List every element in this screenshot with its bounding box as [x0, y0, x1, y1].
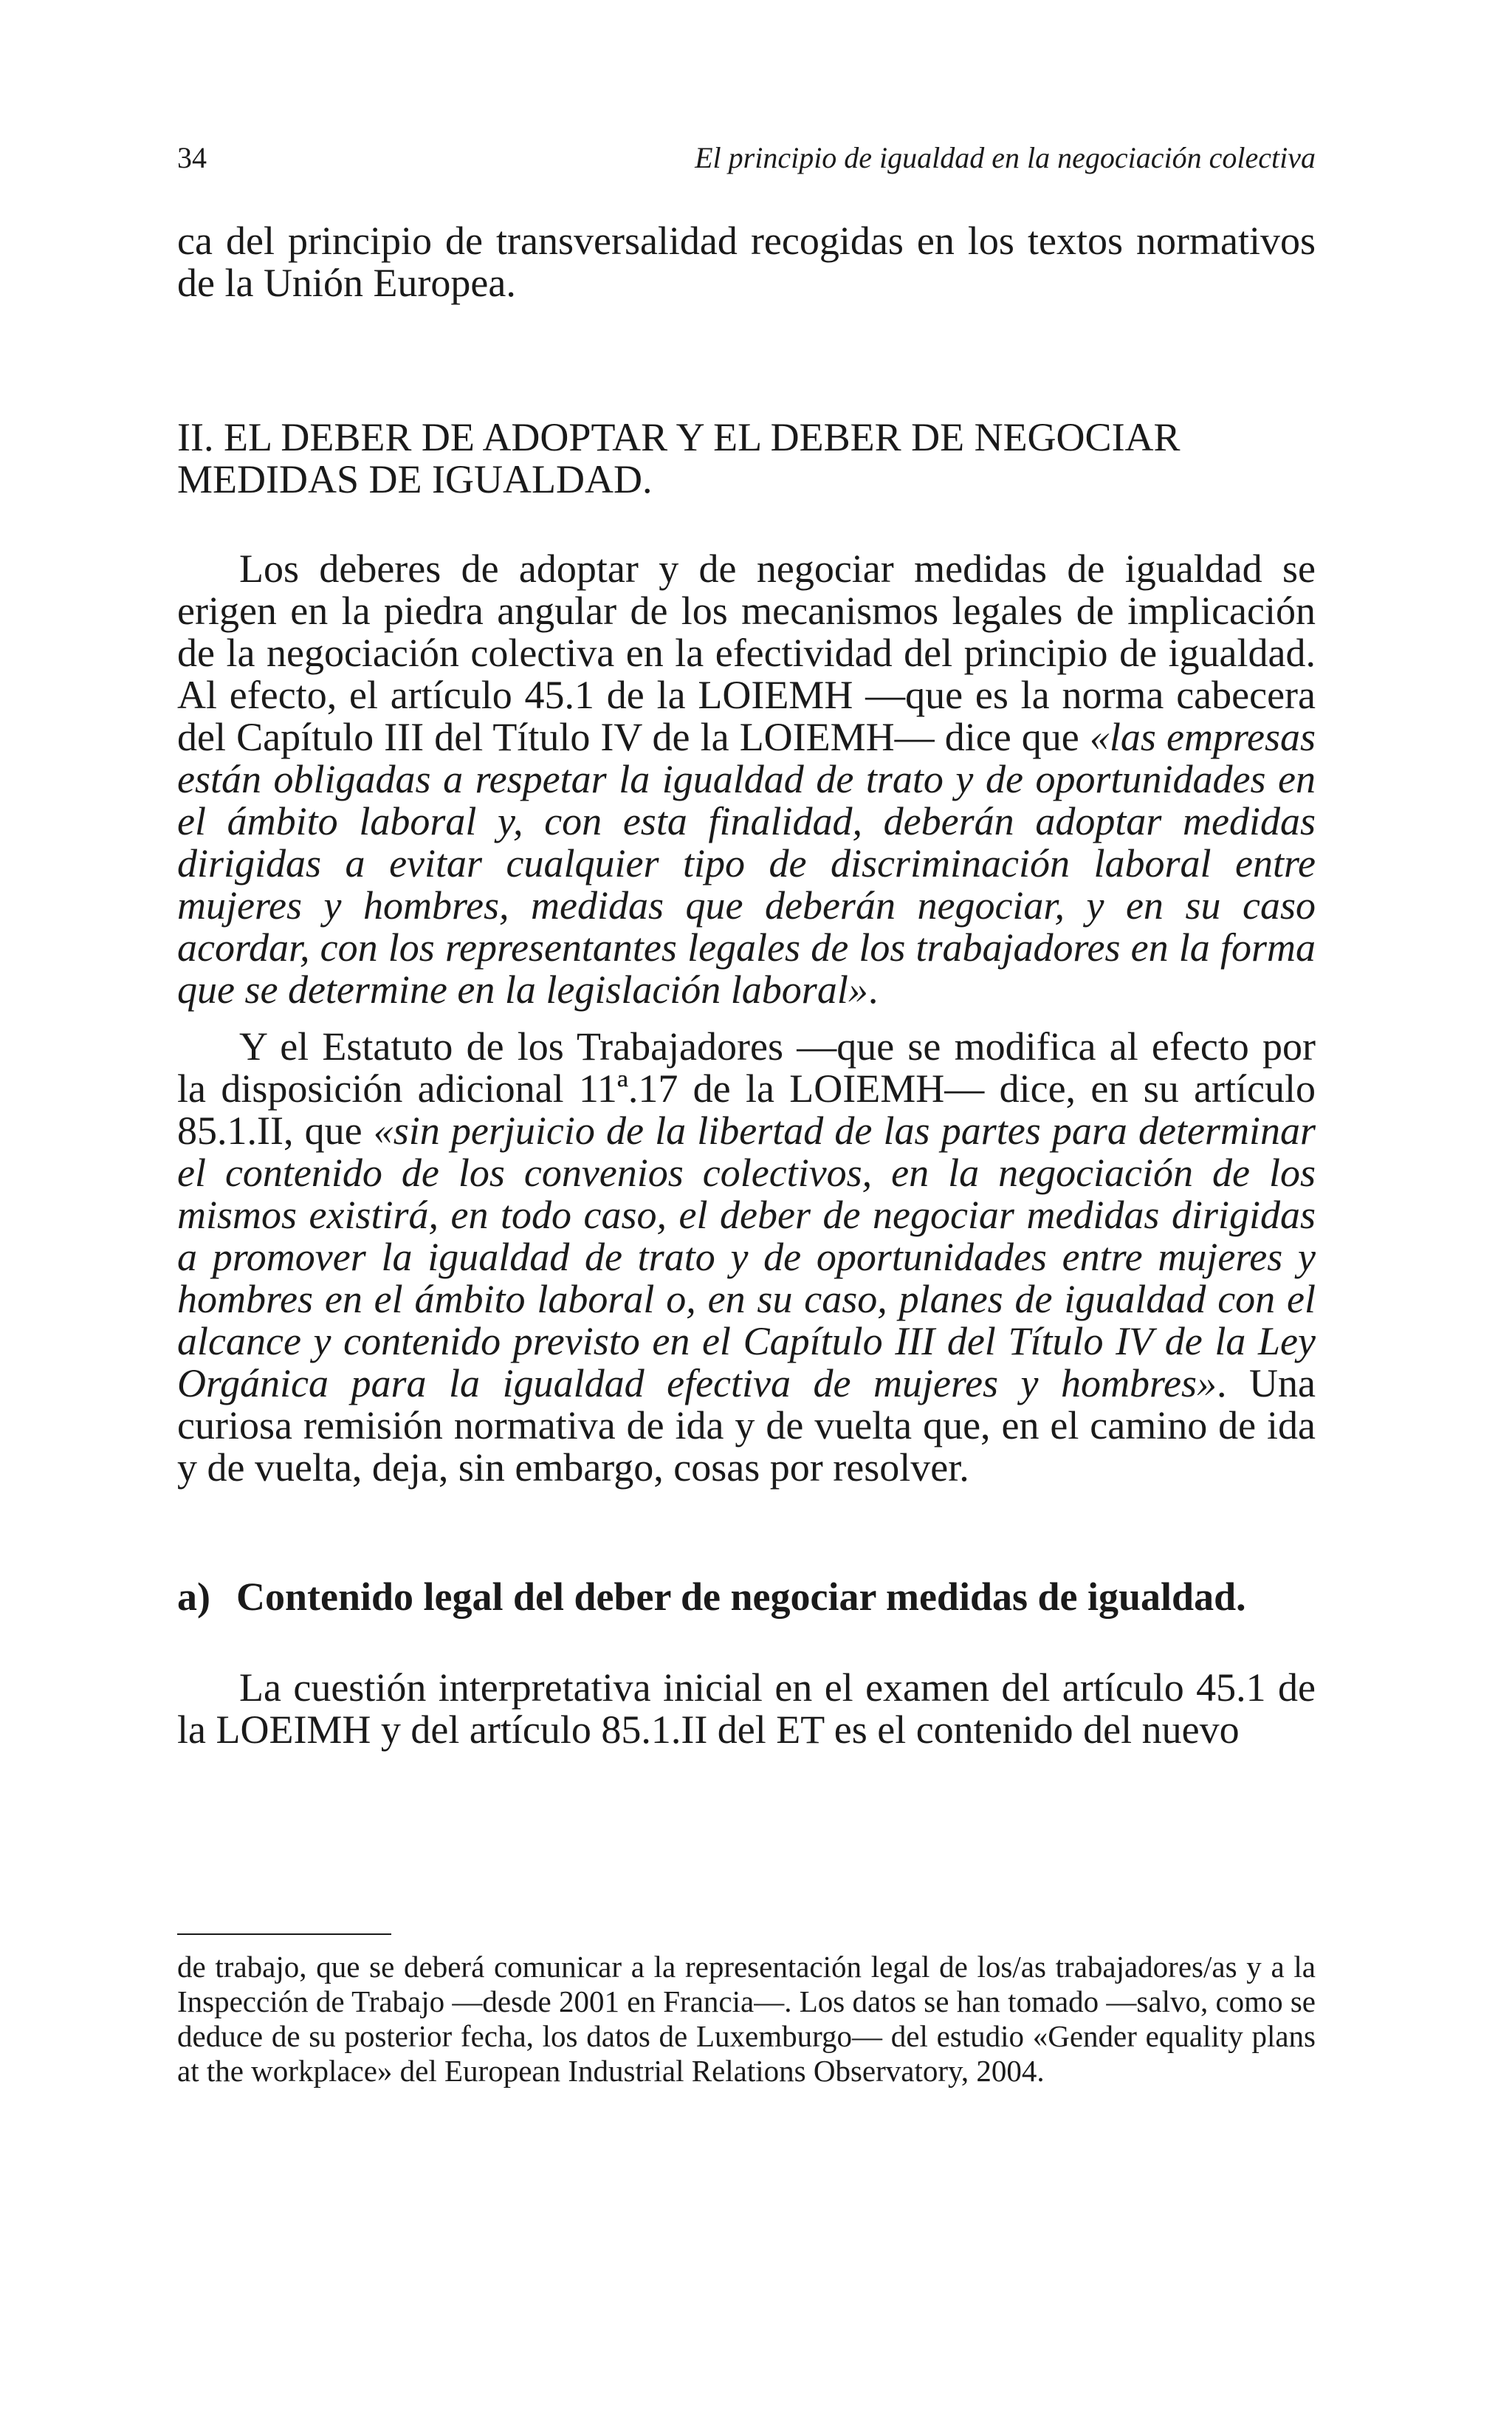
paragraph-1-end: . — [867, 967, 879, 1012]
footnote-divider — [177, 1933, 391, 1935]
paragraph-1-intro: Los deberes de adoptar y de negociar medidas de igualdad se erigen en la piedra angular de los mecanismos legales de implicación de la negociación colectiva en la efectividad del principio de igualdad. Al efecto, el artículo 45.1 de la LOIEMH —que es la norma cabecera del Capítulo III del Título IV de la LOIEMH— dice que — [177, 547, 1316, 759]
paragraph-2-quote: «sin perjuicio de la libertad de las partes para determinar el contenido de los convenios colectivos, en la negociación de los mismos existirá, en todo caso, el deber de negociar medidas dirigidas a promover la igualdad de trato y de oportunidades entre mujeres y hombres en el ámbito laboral o, en su caso, planes de igualdad con el alcance y contenido previsto en el Capítulo III del Título IV de la Ley Orgánica para la igualdad efectiva de mujeres y hombres» — [177, 1109, 1316, 1405]
page-number: 34 — [177, 141, 207, 174]
running-head — [177, 137, 1316, 179]
paragraph-1-quote: «las empresas están obligadas a respetar la igualdad de trato y de oportunidades en el ámbito laboral y, con esta finalidad, deberán adoptar medidas dirigidas a evitar cualquier tipo de discriminación laboral entre mujeres y hombres, medidas que deberán negociar, y en su caso acordar, con los representantes legales de los trabajadores en la forma que se determine en la legislación laboral» — [177, 715, 1316, 1012]
subsection-title: Contenido legal del deber de negociar medidas de igualdad. — [236, 1575, 1246, 1619]
section-heading: II. EL DEBER DE ADOPTAR Y EL DEBER DE NEGOCIAR MEDIDAS DE IGUALDAD. — [177, 415, 1181, 501]
paragraph-2-end: . Una curiosa remisión normativa de ida y de vuelta que, en el camino de ida y de vuelta, deja, sin embargo, cosas por resolver. — [177, 1361, 1316, 1490]
paragraph-2 — [177, 1026, 1316, 1489]
subsection-heading — [177, 1576, 1316, 1618]
paragraph-2-intro: Y el Estatuto de los Trabajadores —que se modifica al efecto por la disposición adicional 11ª.17 de la LOIEMH— dice, en su artículo 85.1.II, que — [177, 1024, 1316, 1153]
subsection-marker: a) — [177, 1575, 210, 1619]
running-title: El principio de igualdad en la negociación colectiva — [695, 141, 1316, 174]
paragraph-1 — [177, 548, 1316, 1011]
paragraph-3: La cuestión interpretativa inicial en el examen del artículo 45.1 de la LOEIMH y del artículo 85.1.II del ET es el contenido del nuevo — [177, 1665, 1316, 1752]
footnote-text: de trabajo, que se deberá comunicar a la representación legal de los/as trabajadores/as y a la Inspección de Trabajo —desde 2001 en Francia—. Los datos se han tomado —salvo, como se deduce de su posterior fecha, los datos de Luxemburgo— del estudio «Gender equality plans at the workplace» del European Industrial Relations Observatory, 2004. — [177, 1950, 1316, 2088]
book-page — [177, 0, 1316, 2412]
continuation-paragraph: ca del principio de transversalidad recogidas en los textos normativos de la Unión Europea. — [177, 219, 1316, 305]
body-text — [177, 220, 1316, 1751]
